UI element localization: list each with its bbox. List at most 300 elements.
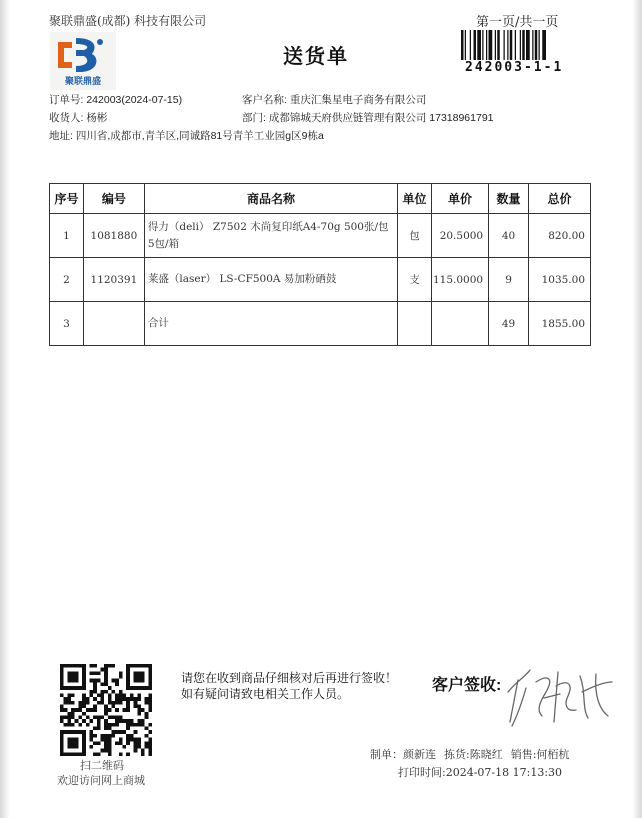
cell-total-quantity: 49 (489, 302, 529, 346)
qr-module (67, 697, 71, 701)
qr-module (93, 679, 97, 683)
qr-module (145, 712, 149, 716)
qr-module (78, 701, 82, 705)
barcode-bar (522, 30, 525, 60)
qr-module (100, 690, 104, 694)
barcode-bar (489, 30, 493, 60)
picker: 拣货:陈晓红 (444, 748, 503, 761)
qr-module (148, 745, 152, 749)
qr-module (89, 738, 93, 742)
table-row (50, 214, 591, 258)
qr-module (115, 679, 119, 683)
cell-product-name: 得力（deli） Z7502 木尚复印纸A4-70g 500张/包 5包/箱 (144, 214, 397, 258)
qr-module (104, 690, 108, 694)
qr-module (97, 716, 101, 720)
header-total-price: 总价 (529, 184, 591, 214)
qr-module (112, 701, 116, 705)
qr-module (86, 716, 90, 720)
qr-module (148, 752, 152, 756)
qr-module (134, 701, 138, 705)
qr-module (89, 671, 93, 675)
qr-module (97, 679, 101, 683)
department-value: 成都锦城天府供应链管理有限公司 17318961791 (268, 112, 494, 124)
qr-module (148, 708, 152, 712)
qr-module (67, 723, 71, 727)
qr-module (148, 749, 152, 753)
maker: 制单：颜新连 (370, 748, 436, 761)
page-info: 第一页/共一页 (476, 15, 559, 30)
qr-module (115, 697, 119, 701)
qr-module (134, 697, 138, 701)
table-total-row (50, 302, 591, 346)
qr-module (137, 738, 141, 742)
qr-module (123, 708, 127, 712)
qr-module (119, 716, 123, 720)
qr-module (86, 708, 90, 712)
qr-module (119, 701, 123, 705)
qr-module (123, 719, 127, 723)
qr-module (108, 745, 112, 749)
qr-module (82, 712, 86, 716)
cell-code: 1081880 (83, 214, 144, 258)
qr-module (93, 734, 97, 738)
qr-module (71, 716, 75, 720)
qr-module (141, 708, 145, 712)
department-label: 部门: (242, 112, 266, 124)
qr-module (126, 697, 130, 701)
qr-module (126, 704, 130, 708)
qr-module (104, 723, 108, 727)
qr-module (112, 664, 116, 668)
qr-module (97, 752, 101, 756)
page-edge-shadow-right (632, 0, 642, 818)
page-edge-shadow-left (0, 0, 10, 818)
qr-module (148, 723, 152, 727)
barcode-bar (535, 30, 538, 60)
qr-module (145, 716, 149, 720)
qr-module (104, 671, 108, 675)
qr-module (115, 693, 119, 697)
qr-module (123, 745, 127, 749)
mall-qr-code (60, 664, 152, 756)
barcode-number: 242003-1-1 (465, 60, 564, 75)
qr-module (119, 675, 123, 679)
qr-module (119, 690, 123, 694)
qr-module (148, 730, 152, 734)
qr-module (100, 701, 104, 705)
address-value: 四川省,成都市,青羊区,同诚路81号青羊工业园g区9栋a (75, 130, 324, 142)
qr-module (71, 723, 75, 727)
cell-unit (398, 302, 432, 346)
barcode-bar (515, 30, 516, 60)
qr-module (137, 693, 141, 697)
qr-module (108, 708, 112, 712)
qr-module (71, 712, 75, 716)
qr-module (89, 730, 93, 734)
qr-module (115, 741, 119, 745)
barcode-bar (482, 30, 483, 60)
qr-module (100, 749, 104, 753)
qr-module (145, 745, 149, 749)
qr-module (145, 701, 149, 705)
order-number-value: 242003(2024-07-15) (86, 94, 183, 106)
qr-module (93, 671, 97, 675)
qr-module (104, 668, 108, 672)
cell-unit: 包 (398, 214, 432, 258)
qr-module (108, 686, 112, 690)
qr-module (126, 741, 130, 745)
qr-module (119, 752, 123, 756)
qr-module (89, 679, 93, 683)
header-code: 编号 (83, 184, 144, 214)
qr-module (67, 693, 71, 697)
qr-module (134, 671, 145, 682)
qr-module (126, 734, 130, 738)
qr-module (148, 701, 152, 705)
qr-module (137, 708, 141, 712)
qr-module (93, 708, 97, 712)
qr-module (104, 749, 108, 753)
qr-module (148, 738, 152, 742)
qr-module (82, 697, 86, 701)
qr-module (115, 730, 119, 734)
qr-module (119, 719, 123, 723)
qr-module (67, 738, 78, 749)
cell-seq: 2 (50, 258, 84, 302)
barcode-bar (526, 30, 530, 60)
company-logo (50, 32, 116, 90)
qr-module (86, 701, 90, 705)
barcode-bar (474, 30, 477, 60)
qr-module (126, 727, 130, 731)
qr-module (93, 727, 97, 731)
qr-module (86, 697, 90, 701)
qr-module (134, 741, 138, 745)
qr-module (78, 704, 82, 708)
qr-module (134, 749, 138, 753)
items-table (49, 183, 591, 346)
qr-module (108, 697, 112, 701)
qr-module (78, 723, 82, 727)
logo-text: 聚联鼎盛 (64, 77, 102, 87)
qr-module (104, 679, 108, 683)
qr-module (137, 712, 141, 716)
qr-module (130, 697, 134, 701)
qr-module (89, 734, 93, 738)
qr-module (108, 693, 112, 697)
qr-module (134, 730, 138, 734)
qr-module (104, 738, 108, 742)
receiver (49, 110, 107, 125)
qr-module (75, 719, 79, 723)
company-name: 聚联鼎盛(成都) 科技有限公司 (49, 14, 207, 28)
qr-module (104, 741, 108, 745)
qr-module (145, 741, 149, 745)
qr-module (108, 723, 112, 727)
qr-module (134, 745, 138, 749)
qr-module (97, 719, 101, 723)
qr-module (78, 708, 82, 712)
qr-module (100, 668, 104, 672)
qr-module (97, 671, 101, 675)
cell-unit-price: 20.5000 (432, 214, 489, 258)
qr-module (134, 738, 138, 742)
qr-module (75, 708, 79, 712)
qr-module (89, 664, 93, 668)
qr-module (60, 704, 64, 708)
cell-code: 1120391 (83, 258, 144, 302)
qr-module (93, 697, 97, 701)
order-number (49, 92, 182, 107)
qr-module (104, 708, 108, 712)
order-barcode (461, 30, 573, 60)
qr-label-scan: 扫二维码 (80, 759, 124, 772)
qr-module (126, 752, 130, 756)
qr-module (97, 741, 101, 745)
barcode-bar (510, 30, 513, 60)
qr-module (115, 682, 119, 686)
cell-unit: 支 (398, 258, 432, 302)
qr-module (93, 716, 97, 720)
qr-module (60, 708, 64, 712)
qr-module (71, 701, 75, 705)
qr-module (145, 727, 149, 731)
qr-module (108, 741, 112, 745)
qr-module (104, 682, 108, 686)
qr-module (60, 716, 64, 720)
qr-module (67, 701, 71, 705)
qr-module (64, 716, 68, 720)
qr-module (108, 749, 112, 753)
qr-module (134, 704, 138, 708)
qr-module (126, 708, 130, 712)
qr-module (145, 734, 149, 738)
cell-seq: 1 (50, 214, 84, 258)
barcode-bar (520, 30, 521, 60)
qr-module (67, 716, 71, 720)
qr-module (108, 738, 112, 742)
qr-module (119, 738, 123, 742)
cell-unit-price (432, 302, 489, 346)
barcode-bar (532, 30, 533, 60)
receiver-value: 杨彬 (86, 112, 108, 124)
qr-module (104, 745, 108, 749)
qr-module (115, 708, 119, 712)
qr-module (60, 719, 64, 723)
qr-module (108, 716, 112, 720)
qr-module (104, 727, 108, 731)
barcode-bar (461, 30, 464, 60)
qr-module (119, 697, 123, 701)
qr-module (104, 704, 108, 708)
qr-module (104, 734, 108, 738)
qr-module (104, 675, 108, 679)
qr-module (93, 664, 97, 668)
qr-module (108, 727, 112, 731)
qr-module (141, 749, 145, 753)
qr-module (126, 719, 130, 723)
qr-module (71, 693, 75, 697)
qr-module (119, 693, 123, 697)
cell-quantity: 40 (489, 214, 529, 258)
barcode-bar (470, 30, 471, 60)
qr-module (82, 693, 86, 697)
qr-module (86, 723, 90, 727)
address-label: 地址: (49, 130, 73, 142)
qr-module (112, 716, 116, 720)
document-title: 送货单 (283, 46, 349, 68)
qr-module (112, 723, 116, 727)
qr-module (100, 734, 104, 738)
qr-module (119, 671, 123, 675)
qr-module (112, 730, 116, 734)
qr-module (108, 752, 112, 756)
qr-module (100, 697, 104, 701)
qr-module (67, 719, 71, 723)
qr-module (100, 682, 104, 686)
qr-label-welcome: 欢迎访问网上商城 (57, 774, 145, 787)
barcode-bar (542, 30, 546, 60)
print-time: 打印时间:2024-07-18 17:13:30 (398, 766, 563, 779)
qr-module (82, 704, 86, 708)
qr-module (104, 664, 108, 668)
qr-module (100, 716, 104, 720)
qr-module (126, 723, 130, 727)
qr-module (108, 734, 112, 738)
qr-module (108, 664, 112, 668)
qr-module (97, 723, 101, 727)
qr-module (89, 693, 93, 697)
qr-module (137, 745, 141, 749)
qr-module (130, 738, 134, 742)
qr-module (82, 719, 86, 723)
qr-module (123, 693, 127, 697)
qr-module (115, 723, 119, 727)
qr-module (108, 701, 112, 705)
barcode-bar (477, 30, 481, 60)
qr-module (130, 693, 134, 697)
table-row (50, 258, 591, 302)
qr-module (64, 697, 68, 701)
qr-module (112, 690, 116, 694)
qr-module (115, 701, 119, 705)
qr-module (112, 679, 116, 683)
cell-total-price: 1035.00 (529, 258, 591, 302)
header-product-name: 商品名称 (144, 184, 397, 214)
qr-module (126, 738, 130, 742)
barcode-bar (497, 30, 500, 60)
qr-module (82, 701, 86, 705)
qr-module (137, 704, 141, 708)
barcode-bar (507, 30, 508, 60)
qr-module (100, 693, 104, 697)
qr-module (112, 704, 116, 708)
qr-module (97, 727, 101, 731)
cell-total-price: 820.00 (529, 214, 591, 258)
order-number-label: 订单号: (49, 94, 84, 106)
qr-module (119, 730, 123, 734)
barcode-bar (539, 30, 540, 60)
qr-module (137, 719, 141, 723)
qr-module (97, 701, 101, 705)
staff-info (370, 746, 569, 762)
qr-module (123, 697, 127, 701)
qr-module (123, 730, 127, 734)
barcode-bar (465, 30, 466, 60)
qr-module (93, 704, 97, 708)
qr-module (130, 723, 134, 727)
header-seq: 序号 (50, 184, 84, 214)
header-quantity: 数量 (489, 184, 529, 214)
sales-person: 销售:何栢杭 (510, 748, 570, 761)
barcode-bar (504, 30, 505, 60)
barcode-bar (495, 30, 496, 60)
header-unit-price: 单价 (432, 184, 489, 214)
qr-module (148, 704, 152, 708)
customer-value: 重庆汇集星电子商务有限公司 (289, 94, 427, 106)
cell-grand-total: 1855.00 (529, 302, 591, 346)
department (242, 110, 494, 125)
qr-module (89, 690, 93, 694)
qr-module (137, 723, 141, 727)
cell-unit-price: 115.0000 (432, 258, 489, 302)
qr-module (64, 708, 68, 712)
qr-module (148, 697, 152, 701)
qr-module (100, 738, 104, 742)
qr-module (115, 716, 119, 720)
qr-module (78, 716, 82, 720)
qr-module (71, 708, 75, 712)
qr-module (67, 671, 78, 682)
receipt-notice: 请您在收到商品仔细核对后再进行签收！如有疑问请致电相关工作人员。 (181, 671, 398, 701)
qr-module (93, 752, 97, 756)
qr-module (141, 719, 145, 723)
qr-module (145, 697, 149, 701)
address (49, 128, 324, 143)
qr-module (89, 719, 93, 723)
qr-module (60, 693, 64, 697)
customer-signature (496, 652, 620, 730)
customer-label: 客户名称: (242, 94, 287, 106)
qr-module (137, 697, 141, 701)
header-unit: 单位 (398, 184, 432, 214)
qr-module (141, 723, 145, 727)
qr-module (104, 712, 108, 716)
qr-module (126, 701, 130, 705)
qr-module (134, 723, 138, 727)
qr-module (64, 701, 68, 705)
qr-module (93, 686, 97, 690)
cell-seq: 3 (50, 302, 84, 346)
qr-module (137, 741, 141, 745)
qr-module (119, 741, 123, 745)
qr-module (89, 745, 93, 749)
qr-module (104, 719, 108, 723)
cell-product-name: 莱盛（laser） LS-CF500A 易加粉硒鼓 (144, 258, 397, 302)
qr-module (93, 741, 97, 745)
receiver-label: 收货人: (49, 112, 84, 124)
qr-module (141, 752, 145, 756)
qr-module (148, 693, 152, 697)
customer-name (242, 92, 426, 107)
qr-module (64, 723, 68, 727)
qr-module (148, 741, 152, 745)
cell-total-label: 合计 (144, 302, 397, 346)
barcode-bar (486, 30, 487, 60)
qr-module (130, 719, 134, 723)
table-header-row (50, 184, 591, 214)
cell-code (83, 302, 144, 346)
